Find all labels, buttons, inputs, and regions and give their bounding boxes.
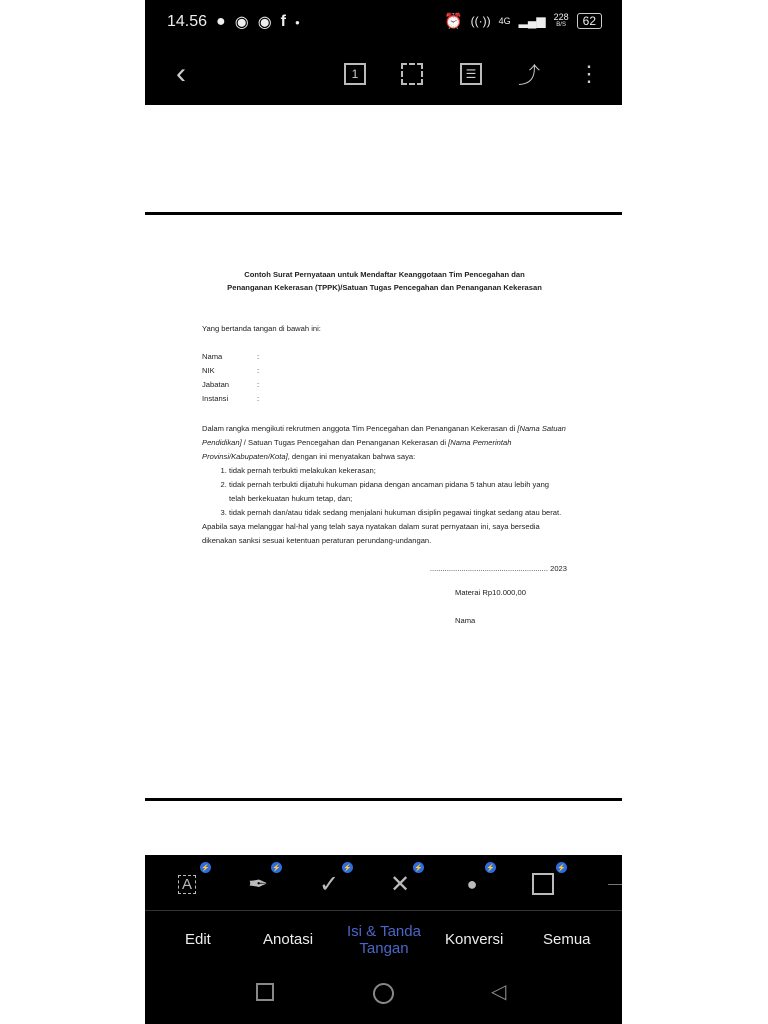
fields: Nama : NIK : Jabatan : Instansi : <box>202 352 260 403</box>
tab-isi-tanda-tangan[interactable]: Isi & Tanda Tangan <box>347 923 421 957</box>
premium-badge-icon: ⚡ <box>413 862 424 873</box>
facebook-icon: f <box>280 13 286 30</box>
cross-tool[interactable] <box>385 864 423 899</box>
home-button[interactable] <box>373 983 394 1004</box>
app-icon: ◉ <box>257 14 272 31</box>
statement-list <box>202 464 567 520</box>
chat-icon: ● <box>216 13 226 30</box>
square-icon <box>532 873 554 895</box>
dot-tool[interactable] <box>457 864 495 899</box>
page-number-button[interactable]: 1 <box>341 60 369 88</box>
premium-badge-icon: ⚡ <box>556 862 567 873</box>
document-title: Contoh Surat Pernyataan untuk Mendaftar Keanggotaan Tim Pencegahan dan Penanganan Kekerasan (TPPK)/Satuan Tugas Pencegahan dan Penanganan Kekerasan <box>227 270 542 292</box>
body-paragraph: Dalam rangka mengikuti rekrutmen anggota Tim Pencegahan dan Penanganan Kekerasan di [Nama Satuan Pendidikan] / Satuan Tugas Pencegahan dan Penanganan Kekerasan di [Nama Pemerintah Provinsi/Kabupaten/Kota], dengan ini menyatakan bahwa saya: <box>202 424 566 461</box>
back-nav-button[interactable]: ◁ <box>491 981 507 1003</box>
premium-badge-icon: ⚡ <box>200 862 211 873</box>
alarm-icon: ⏰ <box>443 13 463 30</box>
checkmark-tool[interactable] <box>314 864 352 899</box>
app-icon: ◉ <box>234 14 249 31</box>
fullscreen-button[interactable] <box>398 60 426 88</box>
text-field-tool[interactable] <box>172 864 210 899</box>
back-button[interactable]: ‹ <box>176 57 186 90</box>
tab-semua[interactable]: Semua <box>543 931 591 948</box>
closing-paragraph: Apabila saya melanggar hal-hal yang telah saya nyatakan dalam surat pernyataan ini, saya bersedia dikenakan sanksi sesuai ketentuan peraturan perundang-undangan. <box>202 522 540 545</box>
list-item: 3. tidak pernah dan/atau tidak sedang menjalani hukuman disiplin pegawai tingkat sedang atau berat. <box>229 506 567 520</box>
fullscreen-icon <box>401 63 423 85</box>
tab-konversi[interactable]: Konversi <box>445 931 504 948</box>
hotspot-icon: ((·)) <box>470 14 491 28</box>
clock: 14.56 <box>167 13 208 30</box>
premium-badge-icon: ⚡ <box>271 862 282 873</box>
signature-tool[interactable] <box>243 864 281 899</box>
rectangle-tool[interactable] <box>528 864 566 899</box>
pdf-page <box>202 268 567 628</box>
signal-icon: ▂▄▆ <box>518 14 546 28</box>
dot-icon: ● <box>294 17 300 27</box>
intro-text: Yang bertanda tangan di bawah ini: <box>202 324 321 333</box>
page-border-bottom <box>145 798 622 801</box>
list-item: 1. tidak pernah terbukti melakukan kekerasan; <box>229 464 567 478</box>
speed-unit: B/S <box>556 22 566 28</box>
status-bar-left <box>167 12 300 32</box>
signature-name: Nama <box>455 616 476 625</box>
tab-edit[interactable]: Edit <box>185 931 211 948</box>
more-options-button[interactable]: ⋮ <box>578 61 600 86</box>
premium-badge-icon: ⚡ <box>342 862 353 873</box>
list-item: 2. tidak pernah terbukti dijatuhi hukuman pidana dengan ancaman pidana 5 tahun atau lebih yang telah berkekuatan hukum tetap, dan; <box>229 478 567 506</box>
premium-badge-icon: ⚡ <box>485 862 496 873</box>
speed-value: 228 <box>553 12 569 22</box>
bottom-panel <box>145 855 622 1024</box>
date-line: ........................................................ 2023 <box>429 564 567 573</box>
category-tabs <box>145 911 622 969</box>
phone-screen <box>145 0 622 1024</box>
status-bar-right <box>444 12 602 30</box>
page-border-top <box>145 212 622 215</box>
battery-indicator: 62 <box>577 13 602 29</box>
check-icon: ✓ <box>318 870 340 898</box>
tool-row <box>145 855 622 911</box>
tab-anotasi[interactable]: Anotasi <box>263 931 314 948</box>
text-box-icon: A <box>178 875 196 894</box>
dot-icon: ● <box>466 873 478 894</box>
document-view-icon: ☰ <box>460 63 482 85</box>
reading-mode-button[interactable] <box>457 60 485 88</box>
share-button[interactable]: ⤴ <box>517 62 540 88</box>
materai-text: Materai Rp10.000,00 <box>455 588 526 597</box>
pen-nib-icon: ✒ <box>247 870 269 898</box>
recent-apps-button[interactable] <box>256 983 274 1001</box>
line-icon <box>608 884 622 885</box>
x-icon: ✕ <box>389 870 411 898</box>
network-label: 4G <box>498 16 511 26</box>
top-bar <box>145 0 622 105</box>
line-tool[interactable] <box>600 869 630 899</box>
